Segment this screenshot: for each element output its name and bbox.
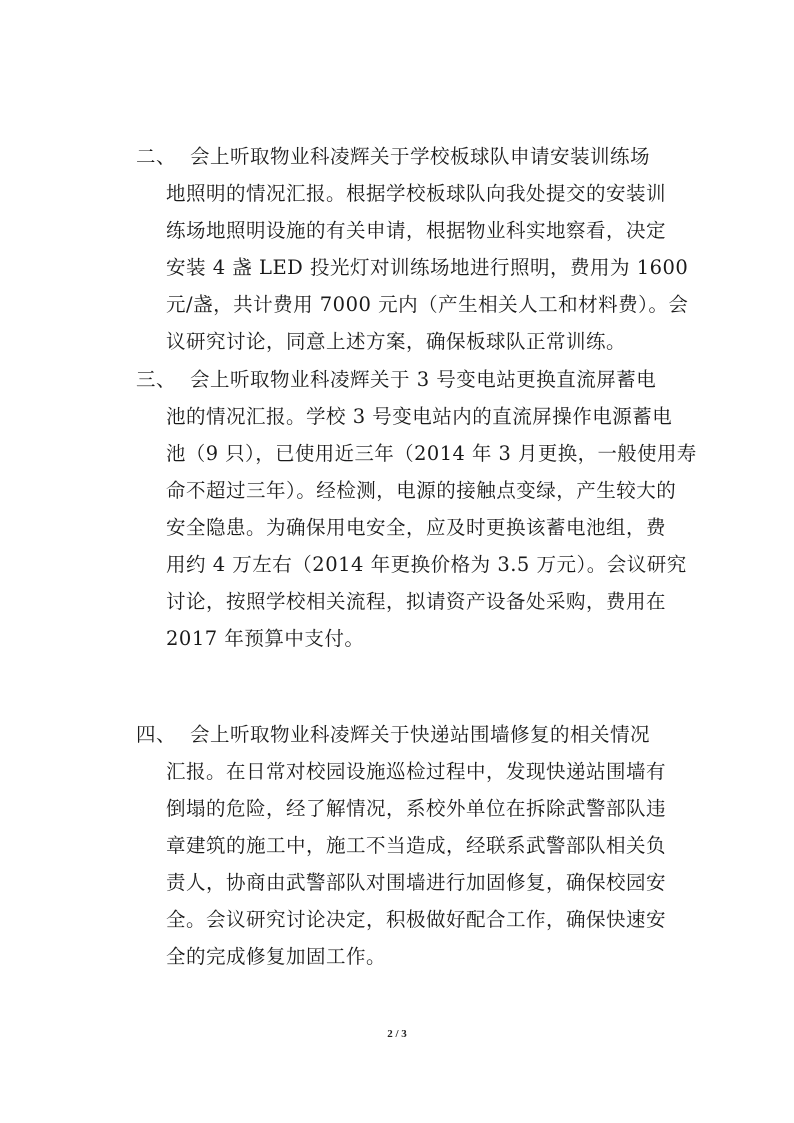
section-3-line-5: 安全隐患。为确保用电安全，应及时更换该蓄电池组，费	[166, 516, 667, 539]
section-3-line-1: 会上听取物业科凌辉关于 3 号变电站更换直流屏蓄电	[190, 368, 657, 391]
section-4-line-4: 章建筑的施工中，施工不当造成，经联系武警部队相关负	[166, 834, 667, 857]
section-2-line-6: 议研究讨论，同意上述方案，确保板球队正常训练。	[166, 330, 627, 353]
section-2-line-1: 会上听取物业科凌辉关于学校板球队申请安装训练场	[190, 145, 651, 168]
section-4-number: 四、	[136, 723, 177, 746]
section-3-line-4: 命不超过三年）。经检测，电源的接触点变绿，产生较大的	[166, 479, 677, 502]
section-3-number: 三、	[136, 368, 177, 391]
section-4-line-3: 倒塌的危险，经了解情况，系校外单位在拆除武警部队违	[166, 797, 667, 820]
section-2-line-2: 地照明的情况汇报。根据学校板球队向我处提交的安装训	[166, 182, 667, 205]
section-3-line-3: 池（9 只），已使用近三年（2014 年 3 月更换，一般使用寿	[166, 442, 697, 465]
section-4-first-line	[136, 717, 650, 753]
section-4-line-2: 汇报。在日常对校园设施巡检过程中，发现快递站围墙有	[166, 760, 667, 783]
section-4-line-6: 全。会议研究讨论决定，积极做好配合工作，确保快速安	[166, 908, 667, 931]
section-3-line-8: 2017 年预算中支付。	[166, 627, 365, 650]
section-2-line-5: 元/盏，共计费用 7000 元内（产生相关人工和材料费）。会	[166, 293, 689, 316]
section-2-line-3: 练场地照明设施的有关申请，根据物业科实地察看，决定	[166, 219, 667, 242]
section-3-line-6: 用约 4 万左右（2014 年更换价格为 3.5 万元）。会议研究	[166, 553, 687, 576]
section-3-line-2: 池的情况汇报。学校 3 号变电站内的直流屏操作电源蓄电	[166, 405, 673, 428]
section-4-line-1: 会上听取物业科凌辉关于快递站围墙修复的相关情况	[190, 723, 651, 746]
section-4-line-5: 责人，协商由武警部队对围墙进行加固修复，确保校园安	[166, 871, 667, 894]
section-4-line-7: 全的完成修复加固工作。	[166, 945, 387, 968]
section-3-line-7: 讨论，按照学校相关流程，拟请资产设备处采购，费用在	[166, 590, 667, 613]
section-2-line-4: 安装 4 盏 LED 投光灯对训练场地进行照明，费用为 1600	[166, 256, 689, 279]
section-3-first-line	[136, 362, 656, 398]
section-2-number: 二、	[136, 145, 177, 168]
section-2-first-line	[136, 139, 650, 175]
page-number: 2 / 3	[387, 1028, 407, 1040]
